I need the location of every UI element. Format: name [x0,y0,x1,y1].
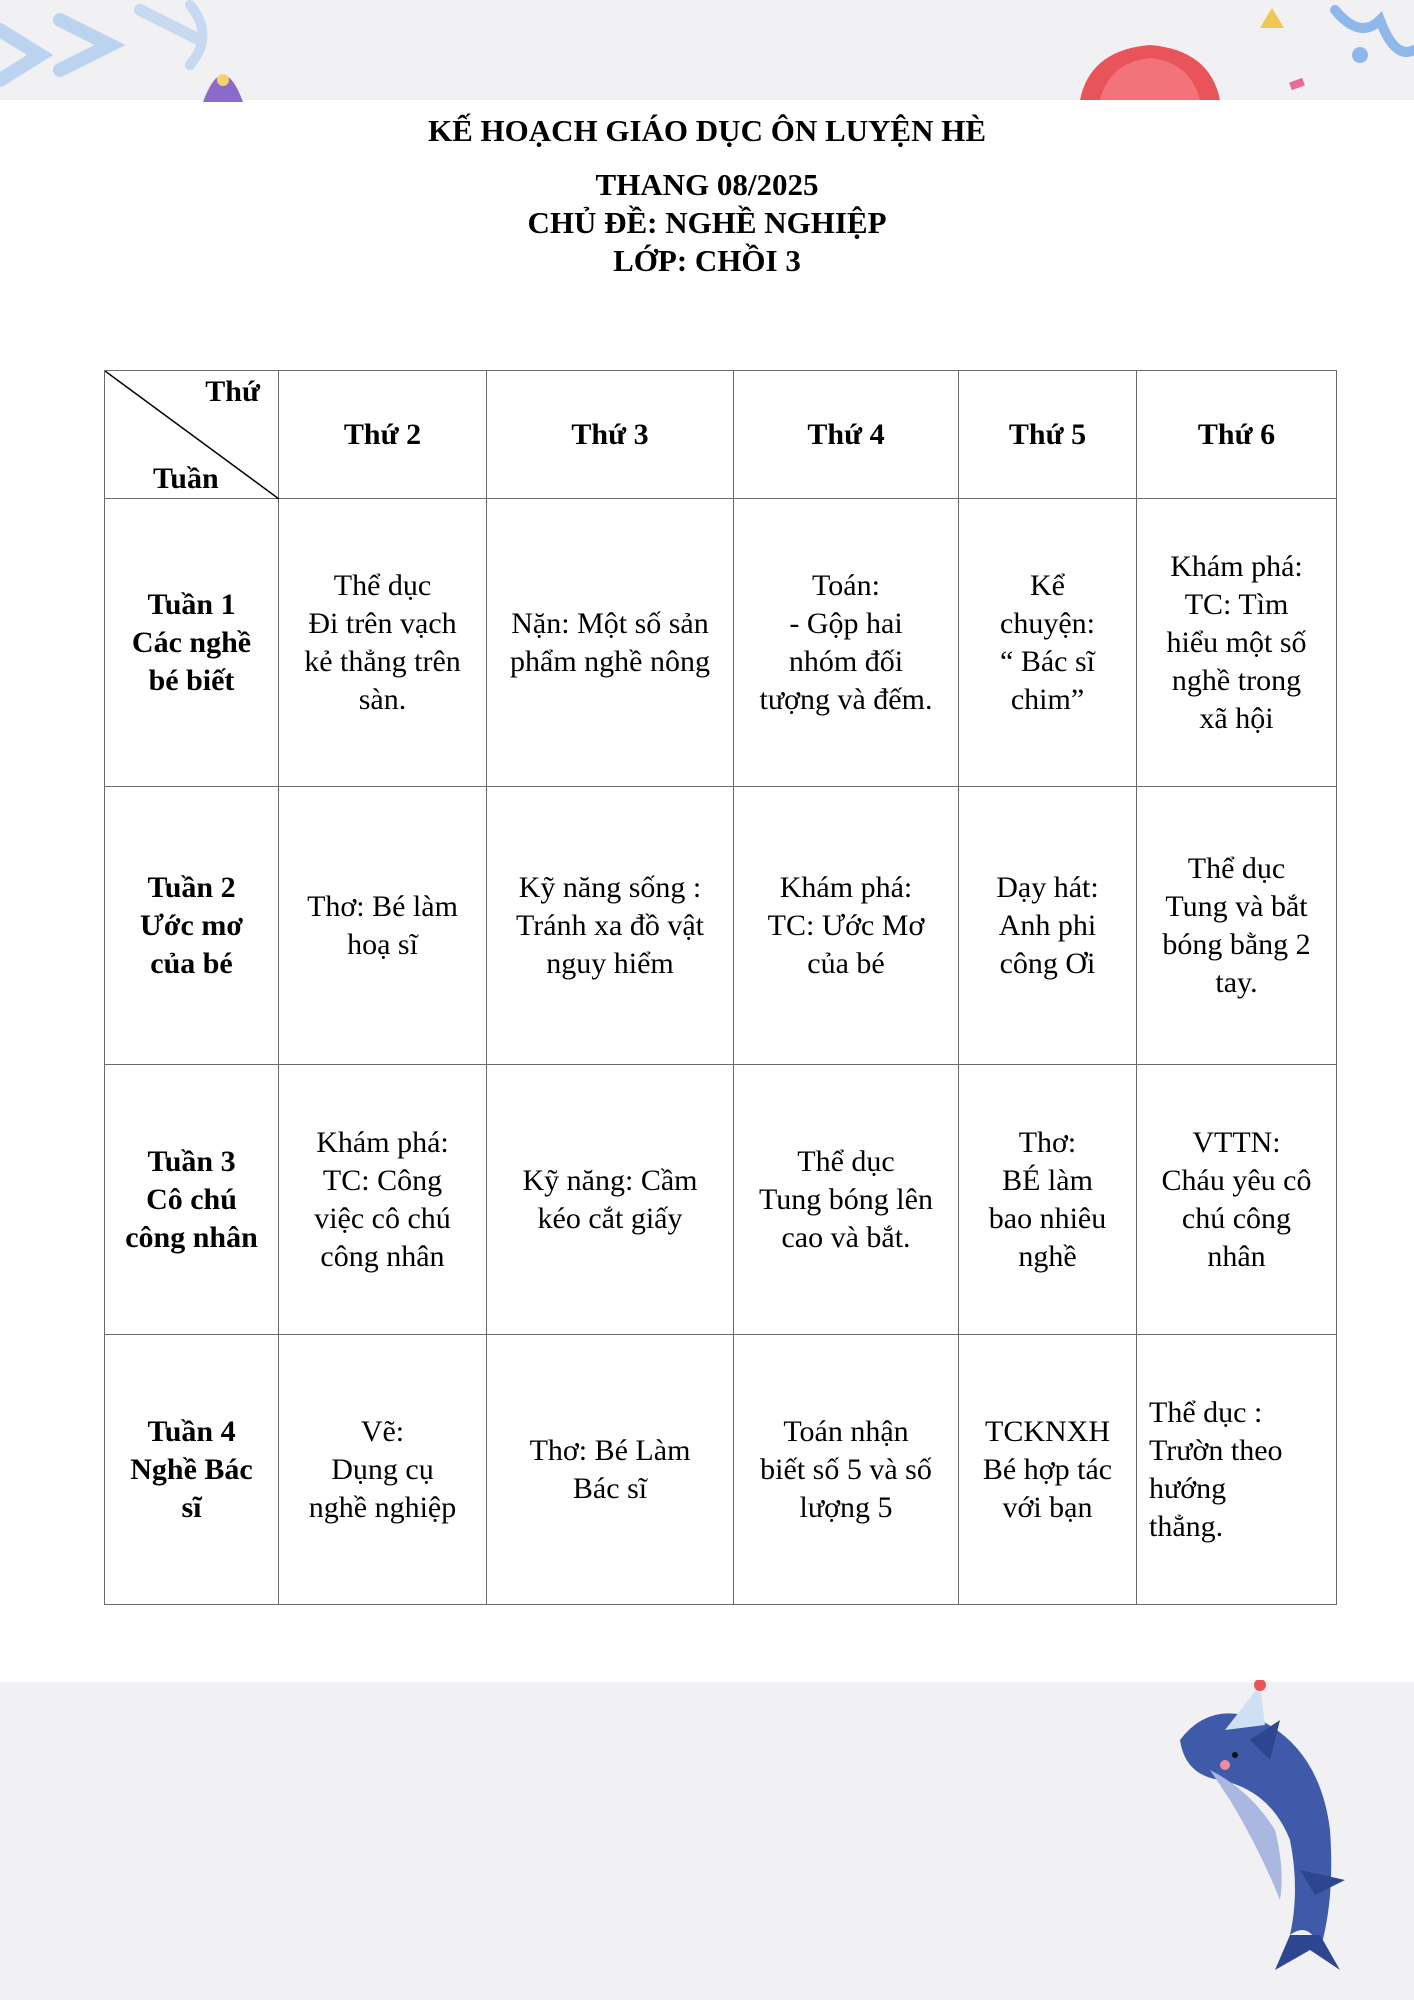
table-header-row [105,371,1337,499]
activity-cell: Khám phá: TC: Tìm hiểu một số nghề trong xã hội [1137,499,1337,787]
activity-cell: Khám phá: TC: Ước Mơ của bé [734,787,959,1065]
activity-cell: Thể dục Tung bóng lên cao và bắt. [734,1065,959,1335]
table-row [105,1335,1337,1605]
activity-cell: Toán nhận biết số 5 và số lượng 5 [734,1335,959,1605]
week-cell: Tuần 3 Cô chú công nhân [105,1065,279,1335]
activity-cell: VTTN: Cháu yêu cô chú công nhân [1137,1065,1337,1335]
table-row [105,787,1337,1065]
day-header: Thứ 6 [1137,371,1337,499]
document-title: KẾ HOẠCH GIÁO DỤC ÔN LUYỆN HÈ [427,113,987,148]
activity-cell: Nặn: Một số sản phẩm nghề nông [487,499,734,787]
document-class: LỚP: CHỒI 3 [613,243,801,278]
activity-cell: Kỹ năng sống : Tránh xa đồ vật nguy hiểm [487,787,734,1065]
activity-cell: Thơ: Bé làm hoạ sĩ [279,787,487,1065]
day-header: Thứ 2 [279,371,487,499]
activity-cell: Kể chuyện: “ Bác sĩ chim” [959,499,1137,787]
activity-cell: Vẽ: Dụng cụ nghề nghiệp [279,1335,487,1605]
corner-label-week: Tuần [153,462,219,495]
week-cell: Tuần 1 Các nghề bé biết [105,499,279,787]
activity-cell: Thể dục Tung và bắt bóng bằng 2 tay. [1137,787,1337,1065]
table-row [105,1065,1337,1335]
activity-cell: Khám phá: TC: Công việc cô chú công nhân [279,1065,487,1335]
week-cell: Tuần 4 Nghề Bác sĩ [105,1335,279,1605]
wave-doodle-icon [0,0,300,100]
activity-cell: Thể dục : Trườn theo hướng thẳng. [1137,1335,1337,1605]
day-header: Thứ 4 [734,371,959,499]
week-cell: Tuần 2 Ước mơ của bé [105,787,279,1065]
schedule-table [104,370,1337,1605]
activity-cell: Thơ: Bé Làm Bác sĩ [487,1335,734,1605]
activity-cell: TCKNXH Bé hợp tác với bạn [959,1335,1137,1605]
rocket-tip-icon [198,58,248,102]
dolphin-with-party-hat-icon [1150,1680,1390,1980]
document-topic: CHỦ ĐỀ: NGHỀ NGHIỆP [527,205,887,240]
table-row [105,499,1337,787]
activity-cell: Toán: - Gộp hai nhóm đối tượng và đếm. [734,499,959,787]
document-header [0,112,1414,280]
activity-cell: Dạy hát: Anh phi công Ơi [959,787,1137,1065]
shell-and-confetti-icon [1060,0,1414,100]
activity-cell: Thể dục Đi trên vạch kẻ thẳng trên sàn. [279,499,487,787]
activity-cell: Kỹ năng: Cầm kéo cắt giấy [487,1065,734,1335]
corner-header-cell [105,371,279,499]
day-header: Thứ 5 [959,371,1137,499]
corner-label-day: Thứ [205,375,260,408]
day-header: Thứ 3 [487,371,734,499]
document-month: THANG 08/2025 [595,167,819,202]
activity-cell: Thơ: BÉ làm bao nhiêu nghề [959,1065,1137,1335]
